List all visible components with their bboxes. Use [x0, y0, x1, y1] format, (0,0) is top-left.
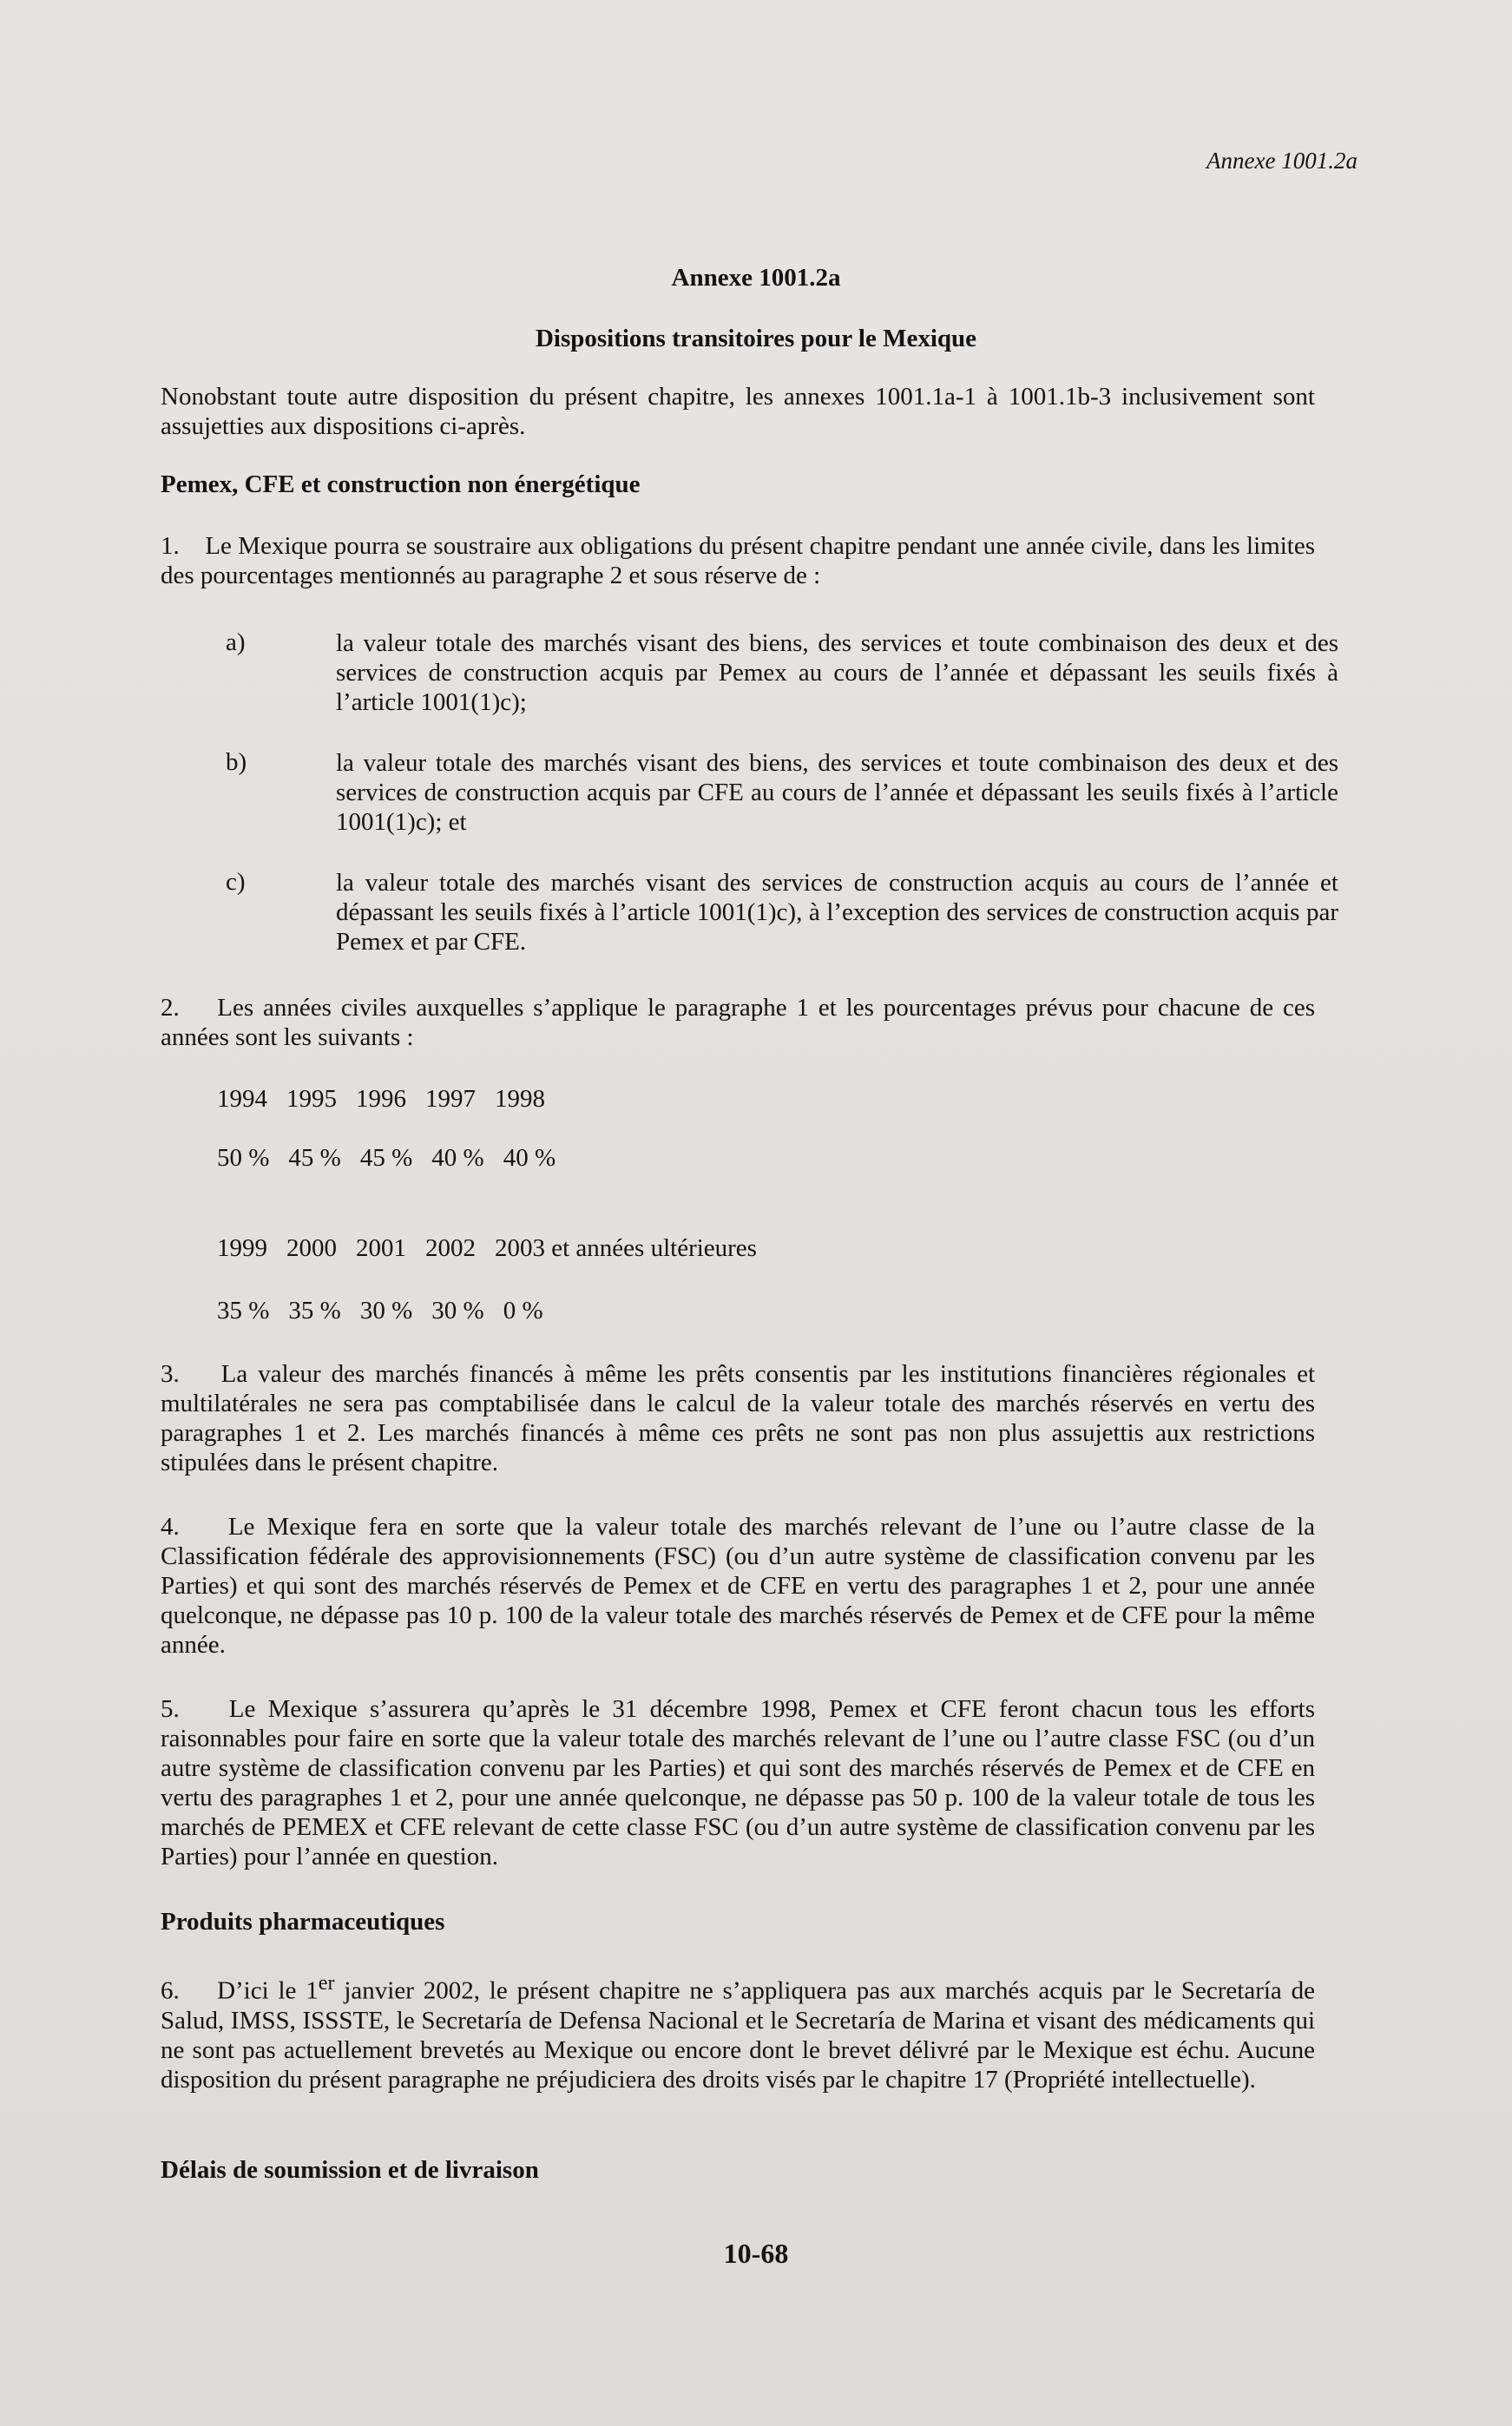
paragraph-4 [161, 1512, 1315, 1660]
paragraph-number: 5. [161, 1695, 180, 1723]
year-cell: 2000 [286, 1234, 337, 1262]
item-text-b: la valeur totale des marchés visant des biens, des services et toute combinaison des deux et des services de construction acquis par CFE au cours de l’année et dépassant les seuils fixés à l’article 1001(1)c); et [336, 749, 1338, 836]
item-label-a: a) [226, 628, 246, 656]
item-label-b: b) [226, 748, 247, 776]
annex-title: Annexe 1001.2a [671, 264, 841, 292]
paragraph-number: 4. [161, 1513, 180, 1541]
year-cell: 1997 [425, 1085, 476, 1113]
year-cell: 1995 [286, 1085, 337, 1113]
percent-cell: 40 % [431, 1144, 484, 1172]
section-heading-pharma: Produits pharmaceutiques [161, 1908, 445, 1936]
paragraph-3 [161, 1359, 1315, 1477]
item-label-c: c) [226, 868, 246, 896]
years-row-2 [217, 1234, 757, 1263]
paragraph-number: 3. [161, 1360, 180, 1388]
paragraph-6 [161, 1969, 1315, 2094]
paragraph-number: 6. [161, 1976, 180, 2005]
year-cell: 2001 [356, 1234, 406, 1262]
percents-row-2 [217, 1297, 543, 1325]
paragraph-text: Les années civiles auxquelles s’applique le paragraphe 1 et les pourcentages prévus pour chacune de ces années sont les suivants : [161, 994, 1315, 1051]
paragraph-2 [161, 993, 1315, 1052]
percent-cell: 35 % [217, 1297, 270, 1325]
year-cell: 1996 [356, 1085, 406, 1113]
paragraph-number: 2. [161, 994, 180, 1022]
paragraph-text: Le Mexique s’assurera qu’après le 31 décembre 1998, Pemex et CFE feront chacun tous les efforts raisonnables pour faire en sorte que la valeur totale des marchés relevant de l’une ou l’autre classe FSC (ou d’un autre système de classification convenu par les Parties) et qui sont des marchés réservés de Pemex et de CFE en vertu des paragraphes 1 et 2, pour une année quelconque, ne dépasse pas 50 p. 100 de la valeur totale de tous les marchés de PEMEX et CFE relevant de cette classe FSC (ou d’un autre système de classification convenu par les Parties) pour l’année en question. [161, 1695, 1315, 1870]
intro-paragraph: Nonobstant toute autre disposition du présent chapitre, les annexes 1001.1a-1 à 1001.1b-3 inclusivement sont assujetties aux dispositions ci-après. [161, 383, 1315, 440]
ordinal-superscript: er [318, 1971, 335, 1995]
paragraph-text-rest: janvier 2002, le présent chapitre ne s’appliquera pas aux marchés acquis par le Secretaría de Salud, IMSS, ISSSTE, le Secretaría de Defensa Nacional et le Secretaría de Marina et visant des médicaments qui ne sont pas actuellement brevetés au Mexique ou encore dont le brevet délivré par le Mexique est échu. Aucune disposition du présent paragraphe ne préjudiciera des droits visés par le chapitre 17 (Propriété intellectuelle). [161, 1976, 1316, 2094]
section-heading-pemex: Pemex, CFE et construction non énergétique [161, 470, 641, 498]
running-header: Annexe 1001.2a [1206, 148, 1358, 174]
year-cell: 1999 [217, 1234, 267, 1262]
percent-cell: 30 % [359, 1297, 413, 1325]
percents-row-1 [217, 1144, 555, 1173]
item-text-c: la valeur totale des marchés visant des services de construction acquis au cours de l’année et dépassant les seuils fixés à l’article 1001(1)c), à l’exception des services de construction acquis par Pemex et par CFE. [336, 869, 1338, 956]
paragraph-5 [161, 1694, 1315, 1871]
percent-cell: 35 % [288, 1297, 341, 1325]
percent-cell: 0 % [503, 1297, 543, 1325]
page-number: 10-68 [723, 2238, 789, 2269]
section-heading-delais: Délais de soumission et de livraison [161, 2156, 539, 2184]
paragraph-1 [161, 531, 1315, 590]
percent-cell: 50 % [217, 1144, 270, 1172]
paragraph-text-start: D’ici le 1 [217, 1976, 319, 2005]
years-row-1 [217, 1085, 545, 1114]
year-cell: 1998 [495, 1085, 545, 1113]
percent-cell: 45 % [288, 1144, 341, 1172]
year-cell: 2003 et années ultérieures [495, 1234, 757, 1262]
paragraph-text: Le Mexique fera en sorte que la valeur totale des marchés relevant de l’une ou l’autre classe de la Classification fédérale des approvisionnements (FSC) (ou d’un autre système de classification convenu par les Parties) et qui sont des marchés réservés de Pemex et de CFE en vertu des paragraphes 1 et 2, pour une année quelconque, ne dépasse pas 10 p. 100 de la valeur totale des marchés réservés de Pemex et de CFE pour la même année. [161, 1513, 1316, 1659]
paragraph-text: La valeur des marchés financés à même les prêts consentis par les institutions financières régionales et multilatérales ne sera pas comptabilisée dans le calcul de la valeur totale des marchés réservés en vertu des paragraphes 1 et 2. Les marchés financés à même ces prêts ne sont pas non plus assujettis aux restrictions stipulées dans le présent chapitre. [161, 1360, 1315, 1476]
year-cell: 1994 [217, 1085, 267, 1113]
percent-cell: 30 % [431, 1297, 484, 1325]
item-text-a: la valeur totale des marchés visant des biens, des services et toute combinaison des deux et des services de construction acquis par Pemex au cours de l’année et dépassant les seuils fixés à l’article 1001(1)c); [336, 629, 1338, 716]
percent-cell: 45 % [359, 1144, 413, 1172]
paragraph-number: 1. [161, 532, 180, 560]
percent-cell: 40 % [503, 1144, 556, 1172]
annex-subtitle: Dispositions transitoires pour le Mexique [535, 325, 977, 352]
paragraph-text: Le Mexique pourra se soustraire aux obligations du présent chapitre pendant une année civile, dans les limites des pourcentages mentionnés au paragraphe 2 et sous réserve de : [161, 532, 1316, 589]
year-cell: 2002 [425, 1234, 476, 1262]
